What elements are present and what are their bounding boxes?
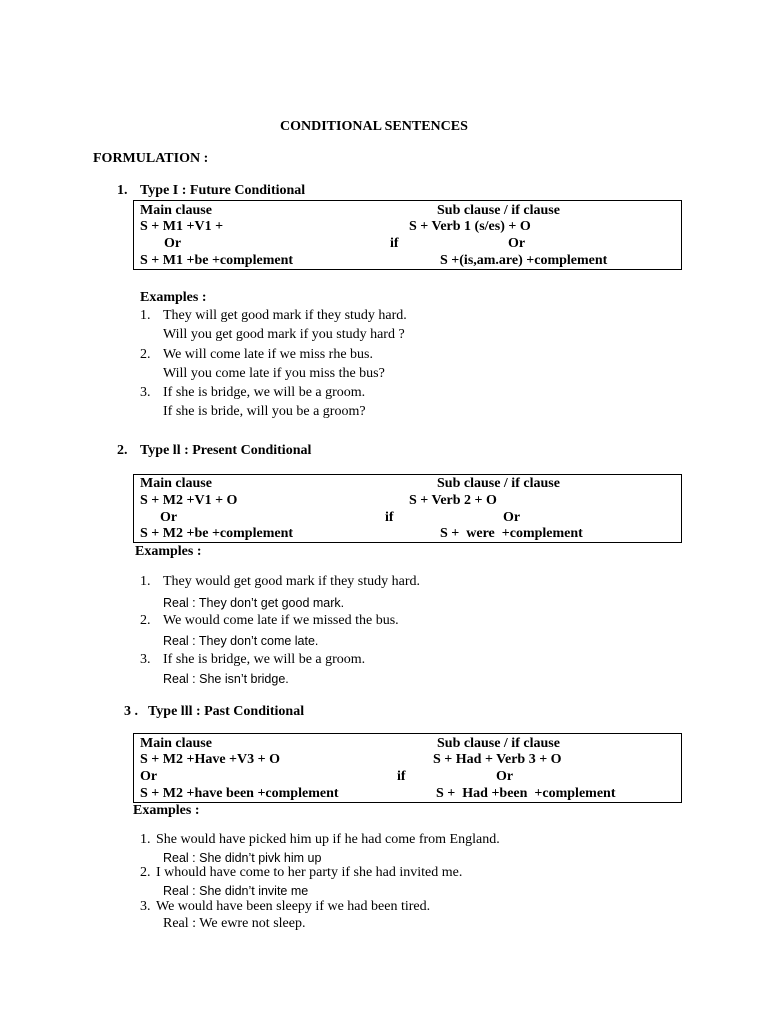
type2-example-1-number: 1. xyxy=(140,574,151,589)
type3-sub-formula-been: S + Had +been +complement xyxy=(436,786,616,801)
type2-example-3-real: Real : She isn’t bridge. xyxy=(163,672,289,686)
type2-sub-clause-header: Sub clause / if clause xyxy=(437,476,560,491)
type3-example-2-number: 2. xyxy=(140,865,151,880)
type1-example-2-question: Will you come late if you miss the bus? xyxy=(163,366,385,381)
type3-example-1-number: 1. xyxy=(140,832,151,847)
type3-example-1-real: Real : She didn’t pivk him up xyxy=(163,851,322,865)
type2-example-1-real: Real : They don’t get good mark. xyxy=(163,596,345,610)
type3-or-left: Or xyxy=(140,769,158,784)
type3-if: if xyxy=(397,769,406,784)
type2-or-right: Or xyxy=(503,510,521,525)
page-title: CONDITIONAL SENTENCES xyxy=(280,119,468,134)
type1-example-3-number: 3. xyxy=(140,385,151,400)
type2-sub-formula: S + Verb 2 + O xyxy=(409,493,497,508)
type3-example-1: She would have picked him up if he had come from England. xyxy=(156,832,500,847)
type2-example-2-real: Real : They don’t come late. xyxy=(163,634,319,648)
type2-example-1: They would get good mark if they study hard. xyxy=(163,574,421,589)
type1-if: if xyxy=(390,236,399,251)
type3-example-3: We would have been sleepy if we had been tired. xyxy=(156,899,431,914)
type3-sub-formula: S + Had + Verb 3 + O xyxy=(433,752,562,767)
type2-main-clause-header: Main clause xyxy=(140,476,212,491)
type3-example-2-real: Real : She didn’t invite me xyxy=(163,884,309,898)
type2-example-3: If she is bridge, we will be a groom. xyxy=(163,652,366,667)
type2-heading: Type ll : Present Conditional xyxy=(140,443,312,458)
type3-sub-clause-header: Sub clause / if clause xyxy=(437,736,560,751)
type1-or-right: Or xyxy=(508,236,526,251)
type3-heading-number: 3 . xyxy=(124,704,138,719)
type1-heading: Type I : Future Conditional xyxy=(140,183,306,198)
type3-main-formula: S + M2 +Have +V3 + O xyxy=(140,752,281,767)
type2-example-2-number: 2. xyxy=(140,613,151,628)
type3-or-right: Or xyxy=(496,769,514,784)
type1-example-2-number: 2. xyxy=(140,347,151,362)
type1-example-3-question: If she is bride, will you be a groom? xyxy=(163,404,366,419)
type1-or-left: Or xyxy=(164,236,182,251)
type1-example-1-number: 1. xyxy=(140,308,151,323)
type3-example-3-number: 3. xyxy=(140,899,151,914)
type2-example-3-number: 3. xyxy=(140,652,151,667)
type1-heading-number: 1. xyxy=(117,183,128,198)
type1-example-2: We will come late if we miss rhe bus. xyxy=(163,347,373,362)
type2-main-formula-be: S + M2 +be +complement xyxy=(140,526,294,541)
type3-example-3-real: Real : We ewre not sleep. xyxy=(163,916,306,931)
type3-example-2: I whould have come to her party if she had invited me. xyxy=(156,865,463,880)
type1-main-formula-be: S + M1 +be +complement xyxy=(140,253,294,268)
type3-main-formula-been: S + M2 +have been +complement xyxy=(140,786,339,801)
type2-examples-label: Examples : xyxy=(135,544,202,559)
type1-main-clause-header: Main clause xyxy=(140,203,212,218)
type1-sub-clause-header: Sub clause / if clause xyxy=(437,203,560,218)
type2-or-left: Or xyxy=(160,510,178,525)
type1-examples-label: Examples : xyxy=(140,290,207,305)
type2-main-formula: S + M2 +V1 + O xyxy=(140,493,238,508)
type1-sub-formula-be: S +(is,am.are) +complement xyxy=(440,253,608,268)
type3-heading: Type lll : Past Conditional xyxy=(148,704,305,719)
type3-examples-label: Examples : xyxy=(133,803,200,818)
type2-sub-formula-be: S + were +complement xyxy=(440,526,583,541)
type2-if: if xyxy=(385,510,394,525)
type3-main-clause-header: Main clause xyxy=(140,736,212,751)
type1-example-3: If she is bridge, we will be a groom. xyxy=(163,385,366,400)
type1-main-formula: S + M1 +V1 + xyxy=(140,219,224,234)
type1-example-1: They will get good mark if they study hard. xyxy=(163,308,407,323)
type2-example-2: We would come late if we missed the bus. xyxy=(163,613,399,628)
type1-sub-formula: S + Verb 1 (s/es) + O xyxy=(409,219,531,234)
type1-example-1-question: Will you get good mark if you study hard ? xyxy=(163,327,405,342)
type2-heading-number: 2. xyxy=(117,443,128,458)
formulation-label: FORMULATION : xyxy=(93,151,209,166)
